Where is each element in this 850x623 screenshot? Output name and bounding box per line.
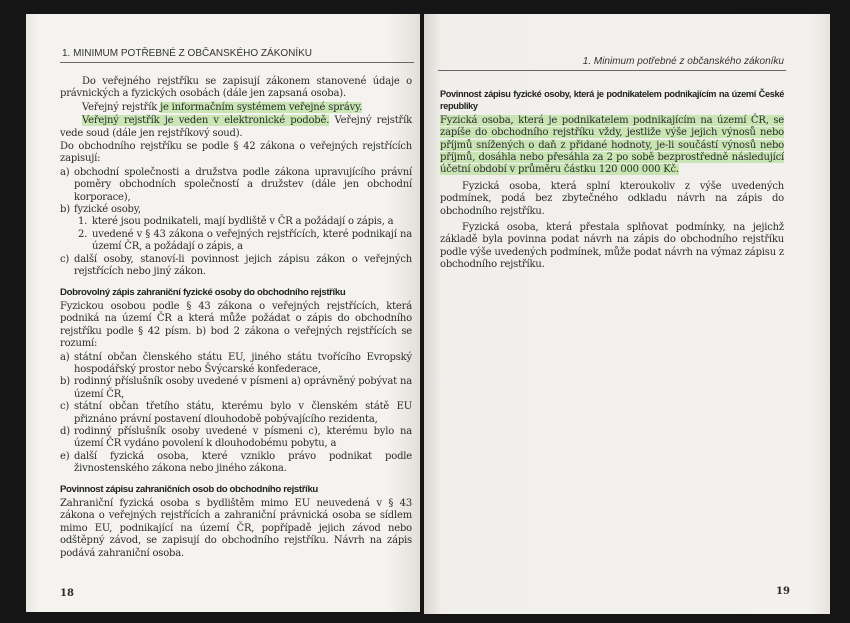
list-text: státní občan členského státu EU, jiného státu tvořícího Evropský hospodářský prostor nebo Švýcarské konfederace, (74, 351, 412, 375)
list-item (60, 376, 412, 401)
list-text: uvedené v § 43 zákona o veřejných rejstřících, které podnikají na území ČR, a požádají o zápis, a (92, 228, 412, 253)
text: Veřejný rejstřík (82, 101, 161, 113)
list-label: c) (60, 401, 70, 413)
list-label: b) (60, 376, 70, 388)
page-number: 19 (776, 586, 790, 597)
list-item (60, 352, 412, 377)
list-item (60, 229, 412, 254)
list-item (60, 204, 412, 216)
list-label: e) (60, 450, 70, 462)
list-text: státní občan třetího státu, kterému bylo v členském státě EU přiznáno právní postavení dlouhodobě pobývajícího rezidenta, (74, 401, 412, 425)
section-heading: Povinnost zápisu zahraničních osob do obchodního rejstříku (60, 483, 318, 495)
paragraph (60, 115, 412, 140)
list-label: 1. (78, 216, 88, 228)
paragraph: Fyzická osoba, která splní kteroukoliv z výše uvedených podmínek, podá bez zbytečného odkladu návrh na zápis do obchodního rejstříku. (440, 180, 784, 217)
list-label: d) (60, 425, 70, 437)
highlighted-text: je informačním systémem veřejné správy. (160, 101, 363, 113)
left-page (26, 14, 420, 612)
highlighted-text: Veřejný rejstřík je veden v elektronické podobě. (82, 115, 330, 127)
list-label: b) (60, 204, 70, 216)
list-label: a) (60, 351, 70, 363)
list-text: fyzické osoby, (74, 204, 141, 216)
list-item (60, 216, 412, 228)
list-item (60, 451, 412, 476)
header-rule (438, 70, 786, 71)
list-text: obchodní společnosti a družstva podle zákona upravujícího právní poměry obchodních společností a družstev (dále jen obchodní korporace), (74, 166, 412, 203)
list-label: c) (60, 253, 70, 265)
list-item (60, 401, 412, 426)
right-body (440, 88, 784, 273)
section-heading: Dobrovolný zápis zahraniční fyzické osoby do obchodního rejstříku (60, 286, 346, 298)
left-body (60, 76, 412, 561)
paragraph: Do veřejného rejstříku se zapisují zákonem stanovené údaje o právnických a fyzických osobách (dále jen zapsaná osoba). (60, 76, 412, 100)
running-header: 1. Minimum potřebné z občanského zákoníku (582, 56, 784, 67)
paragraph: Fyzická osoba, která přestala splňovat podmínky, na jejichž základě byla povinna podat návrh na zápis do obchodního rejstříku podle výše uvedených podmínek, může podat návrh na výmaz zápisu z obchodního rejstříku. (440, 222, 784, 271)
highlighted-text: Fyzická osoba, která je podnikatelem podnikajícím na území ČR, se zapíše do obchodního rejstříku vždy, jestliže výše jejich výnosů nebo příjmů snížených o daň z přidané hodnoty, je-li součástí výnosů nebo příjmů, dosáhla nebo přesáhla za 2 po sobě bezprostředně následující účetní období v průměru částku 120 000 000 Kč. (440, 114, 784, 176)
paragraph (440, 115, 784, 177)
list-label: 2. (78, 228, 88, 240)
list-text: další osoby, stanoví-li povinnost jejich zápisu zákon o veřejných rejstřících nebo jiný zákon. (74, 253, 412, 278)
text: Veřejný rejstřík vede soud (dále jen rejstříkový soud). (60, 115, 412, 139)
list-item (60, 426, 412, 451)
list-text: další fyzická osoba, které vzniklo právo podnikat podle živnostenského zákona nebo jiného zákona. (74, 450, 412, 475)
list-label: a) (60, 166, 70, 178)
page-number: 18 (60, 588, 74, 599)
paragraph: Fyzickou osobou podle § 43 zákona o veřejných rejstřících, která podniká na území ČR a která může požádat o zápis do obchodního rejstříku podle § 42 písm. b) bod 2 zákona o veřejných rejstřících se rozumí: (60, 300, 412, 350)
paragraph (60, 102, 412, 114)
right-page (424, 14, 830, 614)
section-heading: Povinnost zápisu fyzické osoby, která je podnikatelem podnikajícím na území České republiky (440, 89, 784, 112)
list-item (60, 254, 412, 279)
paragraph: Zahraniční fyzická osoba s bydlištěm mimo EU neuvedená v § 43 zákona o veřejných rejstřících a zahraniční právnická osoba se sídlem mimo EU, podnikající na území ČR, popřípadě jejich závod nebo odštěpný závod, se zapisují do obchodního rejstříku. Návrh na zápis podává zahraniční osoba. (60, 498, 412, 559)
paragraph: Do obchodního rejstříku se podle § 42 zákona o veřejných rejstřících zapisují: (60, 141, 412, 165)
running-header: 1. MINIMUM POTŘEBNÉ Z OBČANSKÉHO ZÁKONÍKU (62, 48, 313, 59)
list-text: rodinný příslušník osoby uvedené v písmeni c), kterému bylo na území ČR vydáno povolení k dlouhodobému pobytu, a (74, 425, 412, 450)
list-item (60, 167, 412, 204)
list-text: rodinný příslušník osoby uvedené v písmeni a) oprávněný pobývat na území ČR, (74, 376, 412, 400)
list-text: které jsou podnikateli, mají bydliště v ČR a požádají o zápis, a (92, 216, 394, 228)
header-rule (60, 62, 414, 63)
